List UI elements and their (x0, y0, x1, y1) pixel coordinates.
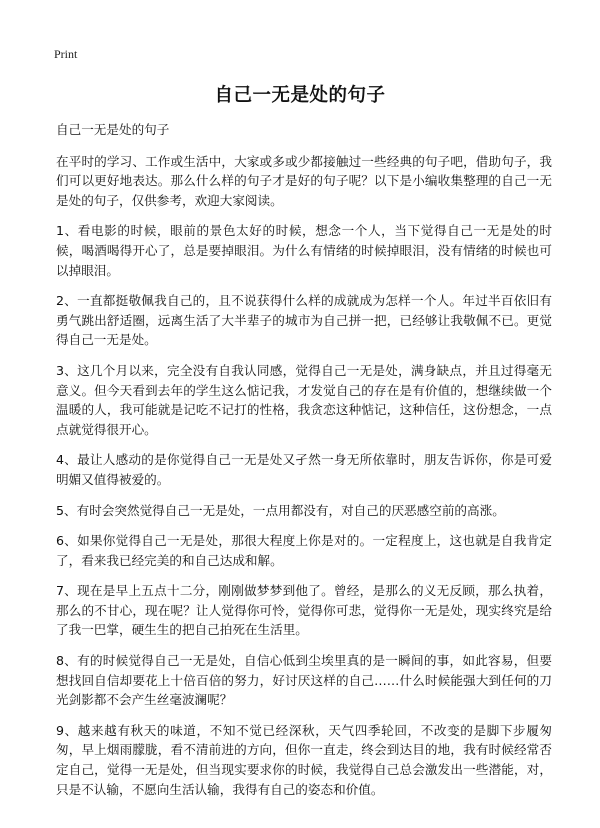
sentence-item-7: 7、现在是早上五点十二分，刚刚做梦梦到他了。曾经，是那么的义无反顾，那么执着，那么的不甘心，现在呢？让人觉得你可怜，觉得你可悲，觉得你一无是处，现实终究是给了我一巴掌，硬生生的把自己拍死在生活里。 (56, 583, 552, 638)
sentence-item-5: 5、有时会突然觉得自己一无是处，一点用都没有，对自己的厌恶感空前的高涨。 (56, 502, 505, 518)
sentence-item-4: 4、最让人感动的是你觉得自己一无是处又孑然一身无所依靠时，朋友告诉你，你是可爱明媚又值得被爱的。 (56, 452, 552, 487)
print-link[interactable]: Print (54, 47, 78, 61)
article-subtitle: 自己一无是处的句子 (56, 122, 170, 137)
sentence-item-6: 6、如果你觉得自己一无是处，那很大程度上你是对的。一定程度上，这也就是自我肯定了，看来我已经完美的和自己达成和解。 (56, 533, 552, 568)
sentence-item-2: 2、一直都挺敬佩我自己的，且不说获得什么样的成就成为怎样一个人。年过半百依旧有勇气跳出舒适圈，远离生活了大半辈子的城市为自己拼一把，已经够让我敬佩不已。更觉得自己一无是处。 (56, 293, 552, 348)
page-title: 自己一无是处的句子 (214, 85, 386, 106)
sentence-item-1: 1、看电影的时候，眼前的景色太好的时候，想念一个人，当下觉得自己一无是处的时候，喝酒喝得开心了，总是要掉眼泪。为什么有情绪的时候掉眼泪，没有情绪的时候也可以掉眼泪。 (56, 223, 552, 278)
sentence-item-8: 8、有的时候觉得自己一无是处，自信心低到尘埃里真的是一瞬间的事，如此容易，但要想找回自信却要花上十倍百倍的努力，好讨厌这样的自己……什么时候能强大到任何的刀光剑影都不会产生丝毫波澜呢？ (56, 653, 552, 708)
intro-paragraph: 在平时的学习、工作或生活中，大家或多或少都接触过一些经典的句子吧，借助句子，我们可以更好地表达。那么什么样的句子才是好的句子呢？以下是小编收集整理的自己一无是处的句子，仅供参考，欢迎大家阅读。 (56, 153, 552, 208)
sentence-item-9: 9、越来越有秋天的味道，不知不觉已经深秋，天气四季轮回，不改变的是脚下步履匆匆，早上烟雨朦胧，看不清前进的方向，但你一直走，终会到达目的地，我有时候经常否定自己，觉得一无是处，但当现实要求你的时候，我觉得自己总会激发出一些潜能，对，只是不认输，不愿向生活认输，我得有自己的姿态和价值。 (56, 722, 552, 797)
article-body (56, 120, 552, 810)
sentence-item-3: 3、这几个月以来，完全没有自我认同感，觉得自己一无是处，满身缺点，并且过得毫无意义。但今天看到去年的学生这么惦记我，才发觉自己的存在是有价值的，想继续做一个温暖的人，我可能就是记吃不记打的性格，我贪恋这种惦记，这种信任，这份想念，一点点就觉得很开心。 (56, 362, 552, 437)
